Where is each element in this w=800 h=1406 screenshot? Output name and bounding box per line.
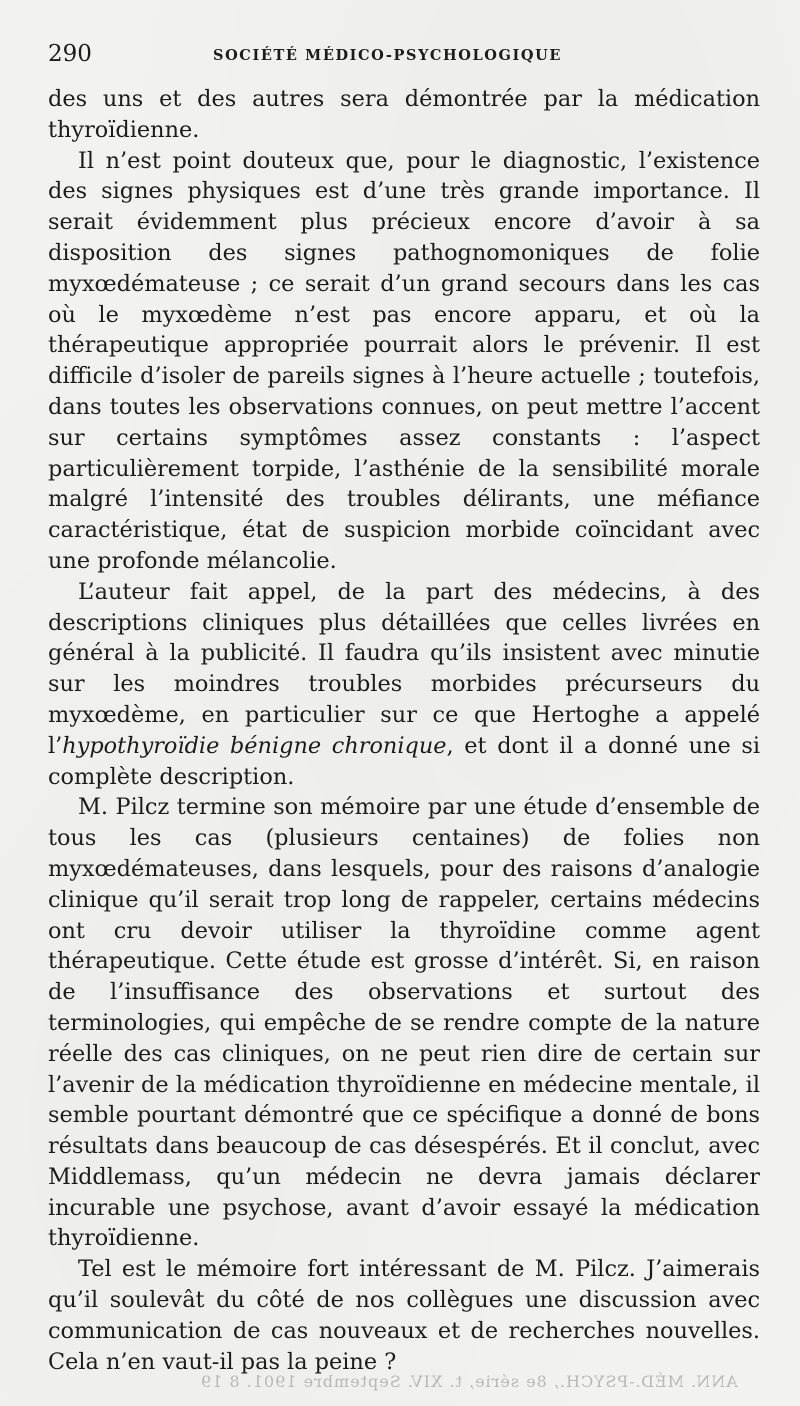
article-body — [48, 84, 760, 1377]
paragraph-author-appeal-text: L’auteur fait appel, de la part des médecins, à des descriptions cliniques plus détaillées que celles livrées en général à la publicité. Il faudra qu’ils insistent avec minutie sur les moindres troubles morbides précurseurs du myxœdème, en particulier sur ce que Hertoghe a appelé l’ — [48, 578, 760, 759]
paragraph-author-appeal — [48, 577, 760, 793]
paragraph-continuation: des uns et des autres sera démontrée par la médication thyroïdienne. — [48, 86, 760, 143]
paragraph-pilcz-study: M. Pilcz termine son mémoire par une étude d’ensemble de tous les cas (plusieurs centaines) de folies non myxœdémateuses, dans lesquels, pour des raisons d’analogie clinique qu’il serait trop long de rappeler, certains médecins ont cru devoir utiliser la thyroïdine comme agent thérapeutique. Cette étude est grosse d’intérêt. Si, en raison de l’insuffisance des observations et surtout des terminologies, qui empêche de se rendre compte de la nature réelle des cas cliniques, on ne peut rien dire de certain sur l’avenir de la médication thyroïdienne en médecine mentale, il semble pourtant démontré que ce spécifique a donné de bons résultats dans beaucoup de cas désespérés. Et il conclut, avec Middlemass, qu’un médecin ne devra jamais déclarer incurable une psychose, avant d’avoir essayé la médication thyroïdienne. — [48, 794, 760, 1252]
show-through-footer: ANN. MÉD.-PSYCH., 8e série, t. XIV. Septembre 1901. 8 19 — [200, 1372, 738, 1391]
page-number: 290 — [48, 41, 92, 67]
running-title: SOCIÉTÉ MÉDICO-PSYCHOLOGIQUE — [213, 47, 563, 64]
paragraph-author-appeal-end: , et dont il a donné une si complète description. — [48, 732, 760, 790]
italic-term: hypothyroïdie bénigne chronique — [62, 732, 447, 759]
paragraph-conclusion: Tel est le mémoire fort intéressant de M. Pilcz. J’aimerais qu’il soulevât du côté de nos collègues une discussion avec communication de cas nouveaux et de recherches nouvelles. Cela n’en vaut-il pas la peine ? — [48, 1256, 760, 1375]
paragraph-diagnostic: Il n’est point douteux que, pour le diagnostic, l’existence des signes physiques est d’une très grande importance. Il serait évidemment plus précieux encore d’avoir à sa disposition des signes pathognomoniques de folie myxœdémateuse ; ce serait d’un grand secours dans les cas où le myxœdème n’est pas encore apparu, et où la thérapeutique appropriée pourrait alors le prévenir. Il est difficile d’isoler de pareils signes à l’heure actuelle ; toutefois, dans toutes les observations connues, on peut mettre l’accent sur certains symptômes assez constants : l’aspect particulièrement torpide, l’asthénie de la sensibilité morale malgré l’intensité des troubles délirants, une méfiance caractéristique, état de suspicion morbide coïncidant avec une profonde mélancolie. — [48, 147, 760, 574]
running-head — [48, 34, 760, 74]
